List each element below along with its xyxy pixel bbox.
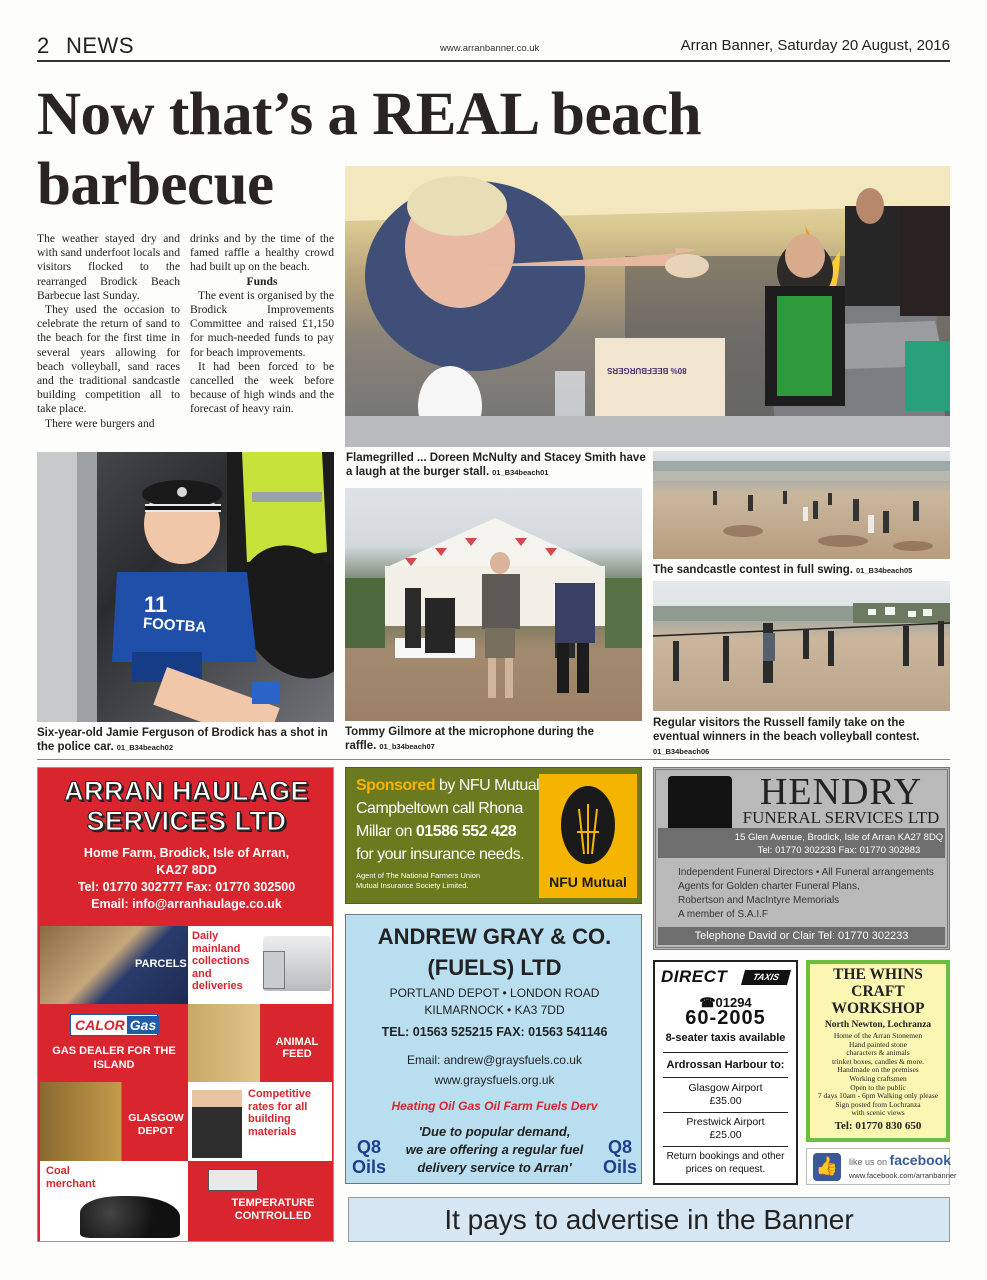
shirt-number: 11 xyxy=(144,592,168,617)
article-column-1 xyxy=(37,232,180,431)
site-url[interactable]: www.arranbanner.co.uk xyxy=(440,43,540,54)
gray-title-line: (FUELS) LTD xyxy=(427,955,562,980)
nfu-phone: 01586 552 428 xyxy=(415,823,517,840)
tile-calor-gas xyxy=(40,1004,188,1082)
nfu-line1: by NFU Mutual xyxy=(435,777,540,794)
caption-burger-stall xyxy=(346,451,646,480)
taxi-note: Return bookings and other prices on request. xyxy=(666,1151,785,1175)
nfu-line4: for your insurance needs. xyxy=(356,846,525,863)
photo-ref: 01_B34beach01 xyxy=(492,468,549,477)
whins-line: with scenic views xyxy=(851,1108,905,1118)
tile-temperature-text: TEMPERATURE CONTROLLED xyxy=(231,1197,315,1222)
photo-ref: 01_B34beach05 xyxy=(856,566,913,575)
small-line: Mutual Insurance Society Limited. xyxy=(356,881,469,890)
sandcastle-scene xyxy=(653,451,950,559)
nfu-line3 xyxy=(356,820,542,843)
nfu-word: NFU xyxy=(549,874,578,890)
nfu-line xyxy=(356,774,542,797)
detail-line: A member of S.A.I.F xyxy=(678,909,769,920)
phone-line: Tel: 01770 302777 Fax: 01770 302500 xyxy=(77,880,296,894)
tile-materials-text: Competitive rates for all building materials xyxy=(248,1088,311,1138)
headline-line-2: barbecue xyxy=(37,151,274,218)
article-column-2 xyxy=(190,232,334,417)
quote-line: we are offering a regular fuel xyxy=(405,1142,584,1157)
gray-email[interactable]: Email: andrew@graysfuels.co.uk xyxy=(407,1053,582,1067)
tile-coal-text: Coal merchant xyxy=(46,1165,96,1190)
tile-parcels: PARCELS xyxy=(135,958,187,970)
detail-line: Independent Funeral Directors • All Funeral arrangements xyxy=(678,867,934,878)
route-price: £25.00 xyxy=(709,1129,742,1141)
mutual-word: Mutual xyxy=(581,874,627,890)
article-paragraph: The weather stayed dry and with sand underfoot locals and visitors flocked to the rearranged Brodick Beach Barbecue last Sunday. xyxy=(37,232,180,302)
worker-image xyxy=(192,1090,242,1158)
whins-details xyxy=(810,1032,946,1118)
article-paragraph: drinks and by the time of the famed raffle a healthy crowd had built up on the beach. xyxy=(190,232,334,274)
taxi-number: 60-2005 xyxy=(685,1007,766,1029)
q8-word: Q8 xyxy=(607,1137,632,1157)
hendry-phone: Tel: 01770 302233 Fax: 01770 302883 xyxy=(757,845,921,856)
caption-raffle xyxy=(345,725,645,754)
whins-line: characters & animals xyxy=(846,1048,910,1058)
burger-stall-scene xyxy=(345,166,950,447)
address-line: KILMARNOCK • KA3 7DD xyxy=(424,1003,565,1017)
ad-title xyxy=(38,776,335,836)
caption-text: Flamegrilled ... Doreen McNulty and Stacey Smith have a laugh at the burger stall. xyxy=(346,452,646,478)
volleyball-scene xyxy=(653,581,950,711)
whins-line: 7 days 10am - 6pm Walking only please xyxy=(817,1091,939,1101)
article-paragraph: It had been forced to be cancelled the week before because of high winds and the forecast of heavy rain. xyxy=(190,359,334,416)
whins-title-line: THE WHINS xyxy=(833,966,923,983)
whins-line: Home of the Arran Stonemen xyxy=(833,1031,923,1040)
police-car-scene xyxy=(37,452,334,722)
detail-line: Agents for Golden charter Funeral Plans, xyxy=(678,881,860,892)
header-rule xyxy=(37,60,950,62)
ad-whins-craft[interactable] xyxy=(806,960,950,1142)
small-line: Agent of The National Farmers Union xyxy=(356,871,481,880)
taxi-code-text: 01294 xyxy=(715,995,752,1010)
address-line: Home Farm, Brodick, Isle of Arran, xyxy=(83,846,290,860)
photo-burger-stall xyxy=(345,166,950,447)
truck-cab xyxy=(263,951,285,989)
raffle-scene xyxy=(345,488,642,721)
whins-line: Sign posted from Lochranza xyxy=(835,1099,921,1109)
whins-line: trinket boxes, candles & more. xyxy=(831,1056,925,1066)
ad-arran-haulage[interactable] xyxy=(37,767,334,1242)
facebook-like-banner[interactable] xyxy=(806,1148,957,1185)
caption-text: Six-year-old Jamie Ferguson of Brodick has a shot in the police car. xyxy=(37,727,328,753)
advertise-banner[interactable]: It pays to advertise in the Banner xyxy=(348,1197,950,1242)
photo-police-car xyxy=(37,452,334,722)
gray-title-line: ANDREW GRAY & CO. xyxy=(377,924,612,949)
address-line: KA27 8DD xyxy=(156,863,217,877)
taxi-seater: 8-seater taxis available xyxy=(665,1032,786,1044)
direct-logo xyxy=(661,967,727,987)
tile-collections xyxy=(188,926,332,1004)
caption-police-car xyxy=(37,726,337,755)
q8-word: Q8 xyxy=(356,1137,381,1157)
nfu-logo-box xyxy=(539,774,637,898)
thermo-display xyxy=(208,1169,258,1191)
tile-coal xyxy=(40,1161,188,1241)
whins-title-line: WORKSHOP xyxy=(831,1000,925,1017)
edition-date: Arran Banner, Saturday 20 August, 2016 xyxy=(680,37,950,54)
facebook-text xyxy=(849,1152,951,1168)
caption-text: Tommy Gilmore at the microphone during the raffle. xyxy=(345,726,594,752)
caption-text: The sandcastle contest in full swing. xyxy=(653,564,854,576)
photo-raffle xyxy=(345,488,642,721)
photo-ref: 01_B34beach06 xyxy=(653,747,710,756)
nfu-logo-text xyxy=(539,874,637,890)
coal-image xyxy=(80,1196,180,1238)
calor-logo xyxy=(70,1014,158,1036)
taxi-rule xyxy=(663,1052,788,1053)
taxi-rule xyxy=(663,1112,788,1113)
services-grid xyxy=(40,926,332,1241)
taxi-route-1 xyxy=(655,1082,796,1108)
gray-quote xyxy=(391,1123,598,1177)
ad-hendry-funeral[interactable] xyxy=(653,767,950,950)
q8-logo-right xyxy=(601,1137,639,1177)
ad-direct-taxis[interactable] xyxy=(653,960,798,1185)
ad-address xyxy=(38,845,335,913)
oils-word: Oils xyxy=(602,1157,637,1177)
hendry-subtitle: FUNERAL SERVICES LTD xyxy=(742,808,940,827)
taxi-rule xyxy=(663,1077,788,1078)
photo-sandcastle-contest xyxy=(653,451,950,559)
caption-volleyball xyxy=(653,716,953,759)
gray-address xyxy=(346,985,643,1019)
nfu-small-print xyxy=(356,871,542,891)
direct-word: DIRECT xyxy=(661,967,728,986)
photo-ref: 01_b34beach07 xyxy=(379,742,435,751)
hendry-footer: Telephone David or Clair Tel: 01770 302233 xyxy=(658,927,945,945)
taxi-harbour: Ardrossan Harbour to: xyxy=(666,1059,785,1071)
calor-word: CALOR xyxy=(75,1017,125,1033)
gas-word: Gas xyxy=(127,1016,159,1034)
article-paragraph: The event is organised by the Brodick Improvements Committee and raised £1,150 for much-needed funds to pay for beach improvements. xyxy=(190,288,334,359)
whins-line: Handmade on the premises xyxy=(837,1065,919,1075)
tile-glasgow-depot xyxy=(40,1082,188,1161)
quote-line: delivery service to Arran' xyxy=(417,1160,572,1175)
photo-beach-volleyball xyxy=(653,581,950,711)
address-line: PORTLAND DEPOT • LONDON ROAD xyxy=(389,986,600,1000)
email-line[interactable]: Email: info@arranhaulage.co.uk xyxy=(91,897,282,911)
article-subhead: Funds xyxy=(246,274,278,288)
thumbs-up-icon: 👍 xyxy=(813,1153,841,1181)
nfu-line2: Campbeltown call Rhona xyxy=(356,800,523,817)
tile-depot-text: GLASGOW DEPOT xyxy=(128,1112,184,1137)
burger-box-label: 80% BEEFBURGERS xyxy=(607,366,687,375)
ad-andrew-gray-fuels[interactable] xyxy=(345,914,642,1184)
taxi-rule xyxy=(663,1146,788,1147)
route-price: £35.00 xyxy=(709,1095,742,1107)
caption-sandcastle xyxy=(653,563,953,578)
ad-title-line: SERVICES LTD xyxy=(86,806,287,836)
wheatsheaf-art xyxy=(539,774,637,874)
caption-text: Regular visitors the Russell family take on the eventual winners in the beach volleyball contest. xyxy=(653,717,920,743)
tile-animal-feed xyxy=(188,1004,332,1082)
whins-title-line: CRAFT xyxy=(851,983,905,1000)
ad-nfu-mutual[interactable] xyxy=(345,767,642,904)
nfu-line3a: Millar on xyxy=(356,823,416,840)
route-name: Prestwick Airport xyxy=(686,1116,765,1128)
tile-calor-text: GAS DEALER FOR THE ISLAND xyxy=(52,1045,176,1071)
hendry-address: 15 Glen Avenue, Brodick, Isle of Arran KA27 8DQ xyxy=(734,832,944,843)
whins-title xyxy=(810,966,946,1017)
facebook-brand: facebook xyxy=(889,1152,952,1168)
nfu-text xyxy=(356,774,542,866)
gray-phone: TEL: 01563 525215 FAX: 01563 541146 xyxy=(381,1025,608,1039)
article-paragraph: They used the occasion to celebrate the return of sand to the beach for the first time in several years allowing for beach volleyball, sand races and the traditional sandcastle building competition all to take place. xyxy=(37,303,180,416)
whins-place: North Newton, Lochranza xyxy=(824,1020,932,1030)
whins-phone: Tel: 01770 830 650 xyxy=(834,1120,922,1132)
sponsored-label: Sponsored xyxy=(356,777,436,794)
quote-line: 'Due to popular demand, xyxy=(418,1124,571,1139)
oils-word: Oils xyxy=(351,1157,386,1177)
headline-line-1: Now that’s a REAL beach xyxy=(37,81,702,148)
section-divider xyxy=(37,759,950,760)
taxi-code: ☎01294 xyxy=(699,995,752,1010)
like-text: like us on xyxy=(849,1157,888,1167)
tile-temperature xyxy=(188,1161,332,1241)
route-name: Glasgow Airport xyxy=(688,1082,763,1094)
detail-line: Robertson and MacIntyre Memorials xyxy=(678,895,840,906)
photo-ref: 01_B34beach02 xyxy=(116,743,173,752)
ad-title-line: ARRAN HAULAGE xyxy=(64,776,309,806)
gray-web[interactable]: www.graysfuels.org.uk xyxy=(434,1073,555,1087)
taxi-route-2 xyxy=(655,1116,796,1142)
q8-logo-left xyxy=(350,1137,388,1177)
section-name: NEWS xyxy=(66,33,134,58)
whins-line: Open to the public xyxy=(850,1082,906,1092)
tile-building-materials xyxy=(188,1082,332,1161)
hendry-title: HENDRY xyxy=(759,771,923,813)
whins-line: Hand painted stone xyxy=(849,1039,907,1049)
article-paragraph: There were burgers and xyxy=(45,416,155,430)
whins-line: Working craftsmen xyxy=(849,1073,907,1083)
gray-fuels-list: Heating Oil Gas Oil Farm Fuels Derv xyxy=(391,1099,598,1113)
taxis-badge: TAXIS xyxy=(741,970,791,985)
gray-title xyxy=(346,921,643,983)
facebook-url[interactable]: www.facebook.com/arranbanner xyxy=(849,1171,957,1180)
hendry-details xyxy=(678,866,938,922)
page-number: 2 xyxy=(37,33,50,58)
tile-animal-feed-text: ANIMAL FEED xyxy=(275,1036,319,1060)
shirt-text: FOOTBA xyxy=(142,614,207,637)
tile-collections-text: Daily mainland collections and deliveries xyxy=(192,930,250,992)
